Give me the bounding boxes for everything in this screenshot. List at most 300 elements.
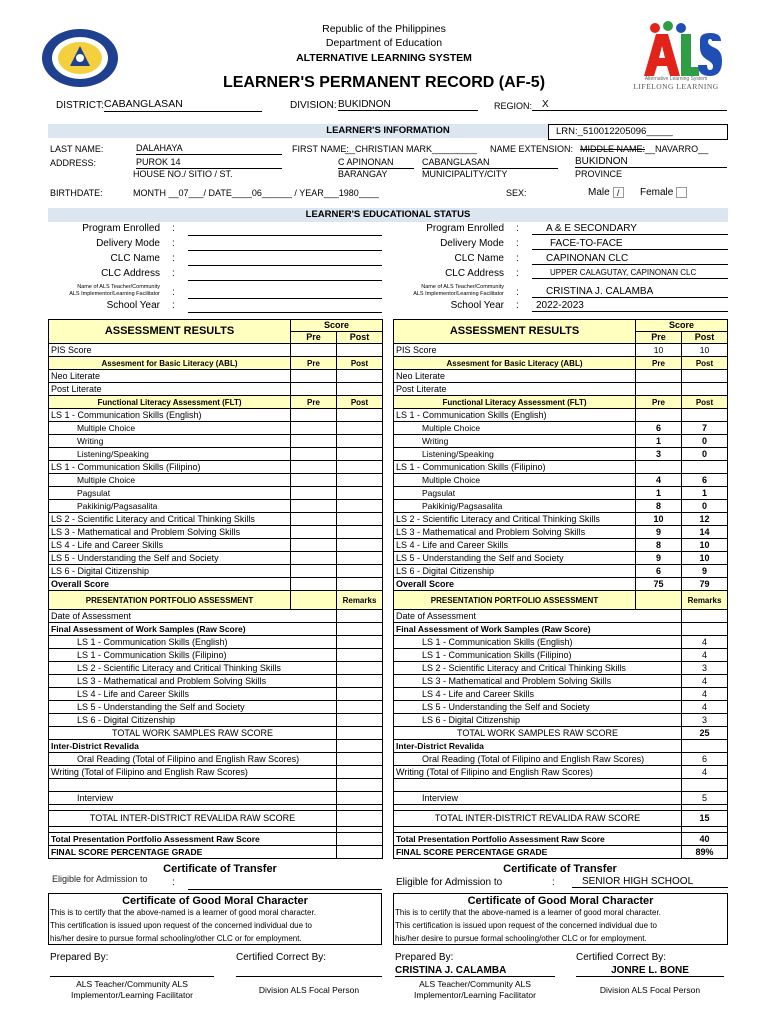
right-pagsulat-row bbox=[394, 487, 728, 500]
row-label: Interview bbox=[394, 792, 682, 805]
female-checkbox[interactable] bbox=[676, 187, 687, 198]
pre-score bbox=[291, 383, 337, 396]
pre-score bbox=[291, 500, 337, 513]
province-value: BUKIDNON bbox=[575, 156, 727, 168]
post-header: Post bbox=[337, 332, 383, 344]
left-pakikinig-row bbox=[49, 500, 383, 513]
last-name-label: LAST NAME: bbox=[50, 144, 104, 154]
left-pp-ls2-row bbox=[49, 662, 383, 675]
row-label: Inter-District Revalida bbox=[49, 740, 337, 753]
first-name-value: __CHRISTIAN MARK_________ bbox=[345, 144, 478, 154]
remark-value bbox=[337, 727, 383, 740]
right-clc-name-label: CLC Name bbox=[454, 253, 504, 264]
right-colon-5: : bbox=[516, 300, 519, 311]
row-label: Total Presentation Portfolio Assessment Raw Score bbox=[394, 833, 682, 846]
right-colon-2: : bbox=[516, 253, 519, 264]
section-label: Functional Literacy Assessment (FLT) bbox=[49, 396, 291, 409]
deped-seal bbox=[40, 28, 120, 88]
row-label: LS 1 - Communication Skills (Filipino) bbox=[49, 461, 291, 474]
province-caption: PROVINCE bbox=[575, 169, 623, 179]
post-score: 14 bbox=[682, 526, 728, 539]
remark-value bbox=[337, 636, 383, 649]
remark-value: 4 bbox=[682, 701, 728, 714]
pre-score bbox=[291, 344, 337, 357]
pre-score: 6 bbox=[636, 565, 682, 578]
post-header: Post bbox=[682, 396, 728, 409]
left-pp-ls4-row bbox=[49, 688, 383, 701]
row-label: LS 1 - Communication Skills (Filipino) bbox=[394, 649, 682, 662]
left-grid bbox=[48, 319, 383, 859]
right-mc-filipino-row bbox=[394, 474, 728, 487]
remark-value: 15 bbox=[682, 811, 728, 827]
left-program-value bbox=[188, 224, 382, 236]
post-score: 0 bbox=[682, 500, 728, 513]
right-mc-english-row bbox=[394, 422, 728, 435]
row-label: LS 1 - Communication Skills (Filipino) bbox=[49, 649, 337, 662]
post-score bbox=[337, 500, 383, 513]
score-header: Score bbox=[636, 320, 728, 332]
post-score bbox=[337, 422, 383, 435]
left-transfer-title: Certificate of Transfer bbox=[163, 863, 277, 875]
right-ls3-row bbox=[394, 526, 728, 539]
remark-value: 6 bbox=[682, 753, 728, 766]
right-program-value: A & E SECONDARY bbox=[532, 223, 728, 235]
row-label: PIS Score bbox=[49, 344, 291, 357]
row-label: TOTAL INTER-DISTRICT REVALIDA RAW SCORE bbox=[49, 811, 337, 827]
right-revalida-row bbox=[394, 740, 728, 753]
left-ls5-row bbox=[49, 552, 383, 565]
right-cert-caption: Division ALS Focal Person bbox=[599, 985, 701, 995]
left-school-year-label: School Year bbox=[106, 300, 160, 311]
post-score: 0 bbox=[682, 448, 728, 461]
als-logo bbox=[626, 20, 726, 100]
left-overall-score-row bbox=[49, 578, 383, 591]
male-option[interactable] bbox=[588, 187, 624, 198]
row-label: LS 1 - Communication Skills (English) bbox=[49, 409, 291, 422]
left-interview-row bbox=[49, 792, 383, 805]
row-label: Multiple Choice bbox=[49, 422, 291, 435]
row-label bbox=[394, 779, 682, 792]
pre-score bbox=[291, 526, 337, 539]
right-program-label: Program Enrolled bbox=[426, 223, 504, 234]
row-label: TOTAL WORK SAMPLES RAW SCORE bbox=[49, 727, 337, 740]
row-label: Multiple Choice bbox=[394, 474, 636, 487]
post-score: 6 bbox=[682, 474, 728, 487]
house-value: PUROK 14 bbox=[136, 158, 282, 169]
post-score: 1 bbox=[682, 487, 728, 500]
remark-value bbox=[337, 714, 383, 727]
remark-value: 4 bbox=[682, 766, 728, 779]
row-label: LS 6 - Digital Citizenship bbox=[394, 565, 636, 578]
left-prep-caption-1: ALS Teacher/Community ALS bbox=[76, 979, 188, 989]
left-mc-english-row bbox=[49, 422, 383, 435]
right-colon-4: : bbox=[516, 287, 519, 298]
pre-score bbox=[291, 422, 337, 435]
post-score bbox=[337, 461, 383, 474]
pre-score: 3 bbox=[636, 448, 682, 461]
row-label: LS 1 - Communication Skills (Filipino) bbox=[394, 461, 636, 474]
spacer bbox=[291, 591, 337, 610]
right-ls6-row bbox=[394, 565, 728, 578]
pre-score: 1 bbox=[636, 435, 682, 448]
right-clc-address-label: CLC Address bbox=[445, 268, 504, 279]
row-label: LS 2 - Scientific Literacy and Critical Thinking Skills bbox=[394, 513, 636, 526]
remark-value bbox=[337, 811, 383, 827]
pre-score bbox=[291, 461, 337, 474]
left-delivery-value bbox=[188, 239, 382, 251]
district-value: CABANGLASAN bbox=[104, 99, 262, 112]
row-label: Post Literate bbox=[394, 383, 636, 396]
assessment-title: ASSESSMENT RESULTS bbox=[394, 320, 636, 344]
name-ext-label: NAME EXTENSION: bbox=[490, 144, 574, 154]
row-label: LS 1 - Communication Skills (English) bbox=[394, 636, 682, 649]
middle-name-label: MIDDLE NAME: bbox=[580, 144, 646, 154]
left-pagsulat-row bbox=[49, 487, 383, 500]
pre-score bbox=[291, 513, 337, 526]
pre-score: 9 bbox=[636, 526, 682, 539]
right-teacher-label-1: Name of ALS Teacher/Community bbox=[421, 284, 504, 290]
post-header: Post bbox=[337, 396, 383, 409]
left-ls6-row bbox=[49, 565, 383, 578]
portfolio-title: PRESENTATION PORTFOLIO ASSESSMENT bbox=[394, 591, 636, 610]
right-total-work-samples-row bbox=[394, 727, 728, 740]
row-label: LS 5 - Understanding the Self and Society bbox=[394, 701, 682, 714]
post-score: 10 bbox=[682, 539, 728, 552]
right-post-literate-row bbox=[394, 383, 728, 396]
right-prep-caption-2: Implementor/Learning Facilitator bbox=[414, 990, 536, 1000]
post-score bbox=[337, 552, 383, 565]
row-label: TOTAL INTER-DISTRICT REVALIDA RAW SCORE bbox=[394, 811, 682, 827]
barangay-value: C APINONAN bbox=[338, 158, 414, 169]
left-portfolio-header-row bbox=[49, 591, 383, 610]
left-ls4-row bbox=[49, 539, 383, 552]
left-pp-ls6-row bbox=[49, 714, 383, 727]
right-prepared-name: CRISTINA J. CALAMBA bbox=[395, 965, 555, 977]
left-transfer-colon: : bbox=[172, 877, 175, 888]
right-blank-row bbox=[394, 779, 728, 792]
region-value: X bbox=[532, 99, 727, 111]
row-label: Pagsulat bbox=[394, 487, 636, 500]
right-flt-header-row bbox=[394, 396, 728, 409]
pre-score: 8 bbox=[636, 539, 682, 552]
left-writing-row bbox=[49, 435, 383, 448]
remark-value: 4 bbox=[682, 688, 728, 701]
post-score bbox=[337, 409, 383, 422]
left-school-year-value bbox=[188, 301, 382, 313]
barangay-caption: BARANGAY bbox=[338, 169, 388, 179]
pre-score: 10 bbox=[636, 344, 682, 357]
remark-value bbox=[682, 779, 728, 792]
row-label: LS 5 - Understanding the Self and Society bbox=[394, 552, 636, 565]
post-header: Post bbox=[682, 357, 728, 370]
learner-info-title: LEARNER'S INFORMATION bbox=[326, 125, 450, 136]
post-header: Post bbox=[337, 357, 383, 370]
right-abl-header-row bbox=[394, 357, 728, 370]
row-label: LS 4 - Life and Career Skills bbox=[49, 688, 337, 701]
left-colon-1: : bbox=[172, 238, 175, 249]
right-delivery-value: FACE-TO-FACE bbox=[532, 238, 728, 250]
right-date-of-assessment-row bbox=[394, 610, 728, 623]
remark-value: 4 bbox=[682, 636, 728, 649]
female-option[interactable] bbox=[640, 187, 687, 198]
row-label: FINAL SCORE PERCENTAGE GRADE bbox=[394, 846, 682, 859]
remarks-header: Remarks bbox=[682, 591, 728, 610]
remark-value bbox=[337, 740, 383, 753]
pre-score bbox=[636, 461, 682, 474]
row-label: Writing bbox=[49, 435, 291, 448]
remark-value: 89% bbox=[682, 846, 728, 859]
left-moral-line1: This is to certify that the above-named is a learner of good moral character. bbox=[50, 908, 316, 917]
left-prepared-label: Prepared By: bbox=[50, 952, 109, 963]
right-grid bbox=[393, 319, 728, 859]
row-label: Oral Reading (Total of Filipino and English Raw Scores) bbox=[49, 753, 337, 766]
right-overall-score-row bbox=[394, 578, 728, 591]
last-name-value: DALAHAYA bbox=[136, 144, 282, 155]
house-caption: HOUSE NO./ SITIO / ST. bbox=[133, 169, 233, 179]
republic-line: Republic of the Philippines bbox=[322, 23, 446, 35]
post-score: 0 bbox=[682, 435, 728, 448]
post-score: 10 bbox=[682, 552, 728, 565]
left-ls2-row bbox=[49, 513, 383, 526]
left-teacher-label-1: Name of ALS Teacher/Community bbox=[77, 284, 160, 290]
municipality-value: CABANGLASAN bbox=[422, 158, 558, 169]
left-transfer-value bbox=[188, 878, 382, 890]
row-label: Writing (Total of Filipino and English Raw Scores) bbox=[394, 766, 682, 779]
post-score bbox=[682, 370, 728, 383]
remark-value: 4 bbox=[682, 649, 728, 662]
post-score bbox=[337, 565, 383, 578]
left-blank-row bbox=[49, 779, 383, 792]
left-clc-address-value bbox=[188, 269, 382, 281]
section-label: Functional Literacy Assessment (FLT) bbox=[394, 396, 636, 409]
row-label: PIS Score bbox=[394, 344, 636, 357]
remark-value bbox=[337, 623, 383, 636]
pre-score bbox=[291, 474, 337, 487]
row-label: LS 1 - Communication Skills (English) bbox=[49, 636, 337, 649]
remark-value bbox=[337, 662, 383, 675]
left-ls1-english-row bbox=[49, 409, 383, 422]
pre-score bbox=[291, 370, 337, 383]
remarks-header: Remarks bbox=[337, 591, 383, 610]
left-teacher-label bbox=[40, 284, 160, 297]
right-pp-ls1-filipino-row bbox=[394, 649, 728, 662]
sex-label: SEX: bbox=[506, 188, 527, 198]
post-score bbox=[337, 344, 383, 357]
male-checkbox[interactable]: / bbox=[613, 187, 624, 198]
remark-value bbox=[337, 688, 383, 701]
right-eligible-label: Eligible for Admission to bbox=[396, 877, 503, 888]
als-tagline: LIFELONG LEARNING bbox=[633, 82, 719, 91]
left-colon-0: : bbox=[172, 223, 175, 234]
left-final-percentage-row bbox=[49, 846, 383, 859]
pre-header: Pre bbox=[291, 357, 337, 370]
right-colon-3: : bbox=[516, 268, 519, 279]
left-teacher-label-2: ALS Implementor/Learning Facilitator bbox=[69, 290, 160, 297]
pre-header: Pre bbox=[291, 332, 337, 344]
row-label: LS 3 - Mathematical and Problem Solving Skills bbox=[394, 675, 682, 688]
right-interview-row bbox=[394, 792, 728, 805]
post-score bbox=[682, 383, 728, 396]
middle-name-value: __NAVARRO__ bbox=[645, 144, 709, 154]
right-prepared-label: Prepared By: bbox=[395, 952, 454, 963]
left-moral-title: Certificate of Good Moral Character bbox=[122, 895, 308, 907]
left-total-work-samples-row bbox=[49, 727, 383, 740]
pre-score bbox=[291, 448, 337, 461]
row-label: LS 2 - Scientific Literacy and Critical Thinking Skills bbox=[49, 662, 337, 675]
right-transfer-colon: : bbox=[552, 877, 555, 888]
als-subtag: Alternative Learning System bbox=[644, 76, 708, 82]
left-abl-header-row bbox=[49, 357, 383, 370]
row-label: FINAL SCORE PERCENTAGE GRADE bbox=[49, 846, 337, 859]
left-colon-3: : bbox=[172, 268, 175, 279]
remark-value: 5 bbox=[682, 792, 728, 805]
left-eligible-label: Eligible for Admission to bbox=[52, 874, 148, 884]
pre-score: 9 bbox=[636, 552, 682, 565]
row-label: Interview bbox=[49, 792, 337, 805]
left-revalida-row bbox=[49, 740, 383, 753]
row-label: LS 3 - Mathematical and Problem Solving Skills bbox=[49, 526, 291, 539]
right-pp-ls6-row bbox=[394, 714, 728, 727]
right-teacher-label bbox=[384, 284, 504, 297]
pre-score: 4 bbox=[636, 474, 682, 487]
right-writing-row bbox=[394, 435, 728, 448]
row-label: LS 5 - Understanding the Self and Society bbox=[49, 701, 337, 714]
row-label: Overall Score bbox=[49, 578, 291, 591]
row-label: TOTAL WORK SAMPLES RAW SCORE bbox=[394, 727, 682, 740]
row-label: Listening/Speaking bbox=[49, 448, 291, 461]
post-score: 79 bbox=[682, 578, 728, 591]
remark-value bbox=[337, 792, 383, 805]
edu-status-title: LEARNER'S EDUCATIONAL STATUS bbox=[305, 209, 471, 220]
right-ls5-row bbox=[394, 552, 728, 565]
post-header: Post bbox=[682, 332, 728, 344]
pre-score bbox=[636, 409, 682, 422]
left-revalida-writing-row bbox=[49, 766, 383, 779]
left-prepared-line bbox=[50, 965, 214, 977]
left-flt-header-row bbox=[49, 396, 383, 409]
right-pp-ls5-row bbox=[394, 701, 728, 714]
left-ls3-row bbox=[49, 526, 383, 539]
right-teacher-value: CRISTINA J. CALAMBA bbox=[532, 286, 728, 298]
post-score bbox=[682, 409, 728, 422]
right-prep-caption-1: ALS Teacher/Community ALS bbox=[419, 979, 531, 989]
remark-value bbox=[337, 701, 383, 714]
left-prep-caption-2: Implementor/Learning Facilitator bbox=[71, 990, 193, 1000]
pre-score: 1 bbox=[636, 487, 682, 500]
department-line: Department of Education bbox=[325, 37, 443, 49]
remark-value: 25 bbox=[682, 727, 728, 740]
als-line: ALTERNATIVE LEARNING SYSTEM bbox=[296, 52, 472, 64]
right-final-percentage-row bbox=[394, 846, 728, 859]
remark-value: 40 bbox=[682, 833, 728, 846]
pre-score: 8 bbox=[636, 500, 682, 513]
left-colon-2: : bbox=[172, 253, 175, 264]
pre-score bbox=[636, 383, 682, 396]
row-label: LS 4 - Life and Career Skills bbox=[49, 539, 291, 552]
right-delivery-label: Delivery Mode bbox=[440, 238, 504, 249]
row-label: Oral Reading (Total of Filipino and English Raw Scores) bbox=[394, 753, 682, 766]
pre-header: Pre bbox=[291, 396, 337, 409]
post-score bbox=[337, 383, 383, 396]
left-pis-score-row bbox=[49, 344, 383, 357]
lrn-value: LRN:_510012205096_____ bbox=[556, 126, 673, 137]
right-ls1-english-row bbox=[394, 409, 728, 422]
right-pp-ls3-row bbox=[394, 675, 728, 688]
remark-value: 3 bbox=[682, 714, 728, 727]
post-score: 12 bbox=[682, 513, 728, 526]
district-label: DISTRICT: bbox=[56, 100, 104, 111]
row-label: LS 4 - Life and Career Skills bbox=[394, 688, 682, 701]
post-score: 10 bbox=[682, 344, 728, 357]
right-transfer-value: SENIOR HIGH SCHOOL bbox=[572, 876, 728, 888]
row-label: Inter-District Revalida bbox=[394, 740, 682, 753]
left-colon-4: : bbox=[172, 287, 175, 298]
left-final-assessment-row bbox=[49, 623, 383, 636]
pre-header: Pre bbox=[636, 396, 682, 409]
pre-score bbox=[636, 370, 682, 383]
post-score bbox=[337, 578, 383, 591]
remark-value bbox=[337, 846, 383, 859]
remark-value bbox=[337, 675, 383, 688]
right-revalida-writing-row bbox=[394, 766, 728, 779]
address-label: ADDRESS: bbox=[50, 158, 97, 168]
section-label: Assesment for Basic Literacy (ABL) bbox=[49, 357, 291, 370]
left-delivery-label: Delivery Mode bbox=[96, 238, 160, 249]
remark-value bbox=[337, 779, 383, 792]
post-score bbox=[682, 461, 728, 474]
right-pp-ls2-row bbox=[394, 662, 728, 675]
remark-value bbox=[337, 649, 383, 662]
spacer bbox=[636, 591, 682, 610]
left-date-of-assessment-row bbox=[49, 610, 383, 623]
right-ls1-filipino-row bbox=[394, 461, 728, 474]
right-moral-line2: This certification is issued upon request of the concerned individual due to bbox=[395, 921, 657, 930]
row-label: LS 6 - Digital Citizenship bbox=[394, 714, 682, 727]
birthdate-value: MONTH __07___/ DATE____06______ / YEAR___1980____ bbox=[133, 188, 379, 198]
division-value: BUKIDNON bbox=[338, 99, 478, 111]
right-school-year-label: School Year bbox=[450, 300, 504, 311]
pre-score bbox=[291, 565, 337, 578]
left-total-revalida-row bbox=[49, 811, 383, 827]
right-total-ppa-row bbox=[394, 833, 728, 846]
left-colon-5: : bbox=[172, 300, 175, 311]
right-clc-address-value: UPPER CALAGUTAY, CAPINONAN CLC bbox=[532, 269, 728, 279]
pre-score: 6 bbox=[636, 422, 682, 435]
right-transfer-title: Certificate of Transfer bbox=[503, 863, 617, 875]
right-clc-name-value: CAPINONAN CLC bbox=[532, 253, 728, 265]
left-certified-label: Certified Correct By: bbox=[236, 952, 327, 963]
pre-score bbox=[291, 435, 337, 448]
left-mc-filipino-row bbox=[49, 474, 383, 487]
left-total-ppa-row bbox=[49, 833, 383, 846]
post-score bbox=[337, 513, 383, 526]
assessment-header-row bbox=[394, 320, 728, 332]
region-label: REGION: bbox=[494, 101, 533, 111]
page-title: LEARNER'S PERMANENT RECORD (AF-5) bbox=[222, 74, 546, 91]
pre-score bbox=[291, 409, 337, 422]
score-header: Score bbox=[291, 320, 383, 332]
row-label: LS 1 - Communication Skills (English) bbox=[394, 409, 636, 422]
row-label: Multiple Choice bbox=[394, 422, 636, 435]
left-pp-ls3-row bbox=[49, 675, 383, 688]
pre-score bbox=[291, 552, 337, 565]
left-moral-line3: his/her desire to pursue formal schooling/other CLC or for employment. bbox=[50, 934, 302, 943]
post-score bbox=[337, 474, 383, 487]
remark-value bbox=[337, 766, 383, 779]
remark-value bbox=[682, 623, 728, 636]
first-name-label: FIRST NAME: bbox=[292, 144, 349, 154]
left-pp-ls1-filipino-row bbox=[49, 649, 383, 662]
